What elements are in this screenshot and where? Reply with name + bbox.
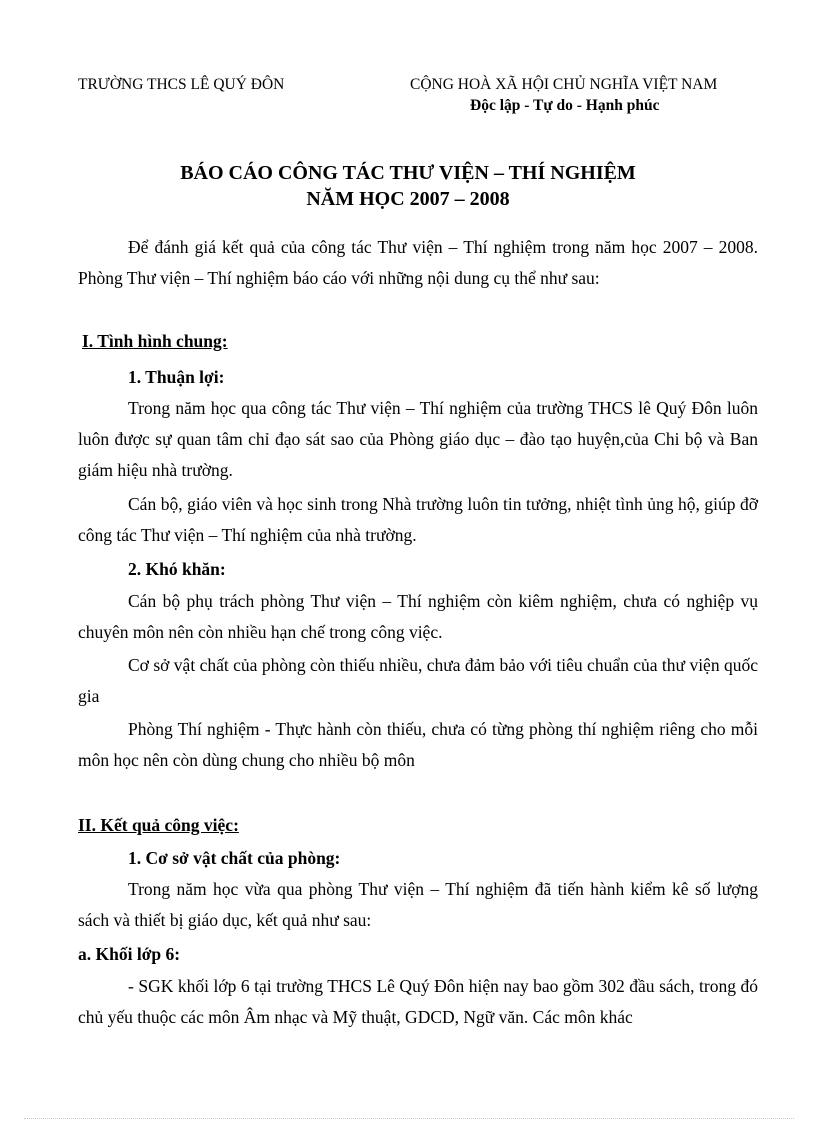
- report-year: NĂM HỌC 2007 – 2008: [306, 188, 510, 210]
- grade-6-heading: a. Khối lớp 6:: [78, 944, 181, 964]
- section-1-heading: I. Tình hình chung:: [82, 331, 228, 351]
- section-2-1-heading: 1. Cơ sở vật chất của phòng:: [128, 848, 341, 868]
- section-1-2-paragraph-3: Phòng Thí nghiệm - Thực hành còn thiếu, chưa có từng phòng thí nghiệm riêng cho mỗi môn học nên còn dùng chung cho nhiều bộ môn: [78, 719, 758, 770]
- section-1-2-paragraph-2: Cơ sở vật chất của phòng còn thiếu nhiều, chưa đảm bảo với tiêu chuẩn của thư viện quốc gia: [78, 655, 758, 706]
- intro-paragraph: Để đánh giá kết quả của công tác Thư viện – Thí nghiệm trong năm học 2007 – 2008. Phòng Thư viện – Thí nghiệm báo cáo với những nội dung cụ thể như sau:: [78, 237, 758, 288]
- grade-6-paragraph: - SGK khối lớp 6 tại trường THCS Lê Quý Đôn hiện nay bao gồm 302 đầu sách, trong đó chủ yếu thuộc các môn Âm nhạc và Mỹ thuật, GDCD, Ngữ văn. Các môn khác: [78, 976, 758, 1027]
- section-1-2-paragraph-1: Cán bộ phụ trách phòng Thư viện – Thí nghiệm còn kiêm nghiệm, chưa có nghiệp vụ chuyên môn nên còn nhiều hạn chế trong công việc.: [78, 591, 758, 642]
- section-1-1-heading: 1. Thuận lợi:: [128, 367, 225, 387]
- school-name: TRƯỜNG THCS LÊ QUÝ ĐÔN: [78, 76, 285, 93]
- section-2-heading: II. Kết quả công việc:: [78, 815, 239, 835]
- page-bottom-divider: [24, 1118, 794, 1119]
- section-1-1-paragraph-1: Trong năm học qua công tác Thư viện – Thí nghiệm của trường THCS lê Quý Đôn luôn luôn được sự quan tâm chỉ đạo sát sao của Phòng giáo dục – đào tạo huyện,của Chi bộ và Ban giám hiệu nhà trường.: [78, 398, 758, 480]
- report-title: BÁO CÁO CÔNG TÁC THƯ VIỆN – THÍ NGHIỆM: [180, 162, 636, 184]
- section-1-1-paragraph-2: Cán bộ, giáo viên và học sinh trong Nhà trường luôn tin tưởng, nhiệt tình ủng hộ, giúp đỡ công tác Thư viện – Thí nghiệm của nhà trường.: [78, 494, 758, 545]
- nation-name: CỘNG HOÀ XÃ HỘI CHỦ NGHĨA VIỆT NAM: [410, 76, 718, 93]
- national-motto: Độc lập - Tự do - Hạnh phúc: [470, 97, 660, 114]
- section-2-1-paragraph: Trong năm học vừa qua phòng Thư viện – Thí nghiệm đã tiến hành kiểm kê số lượng sách và thiết bị giáo dục, kết quả như sau:: [78, 879, 758, 930]
- section-1-2-heading: 2. Khó khăn:: [128, 559, 226, 579]
